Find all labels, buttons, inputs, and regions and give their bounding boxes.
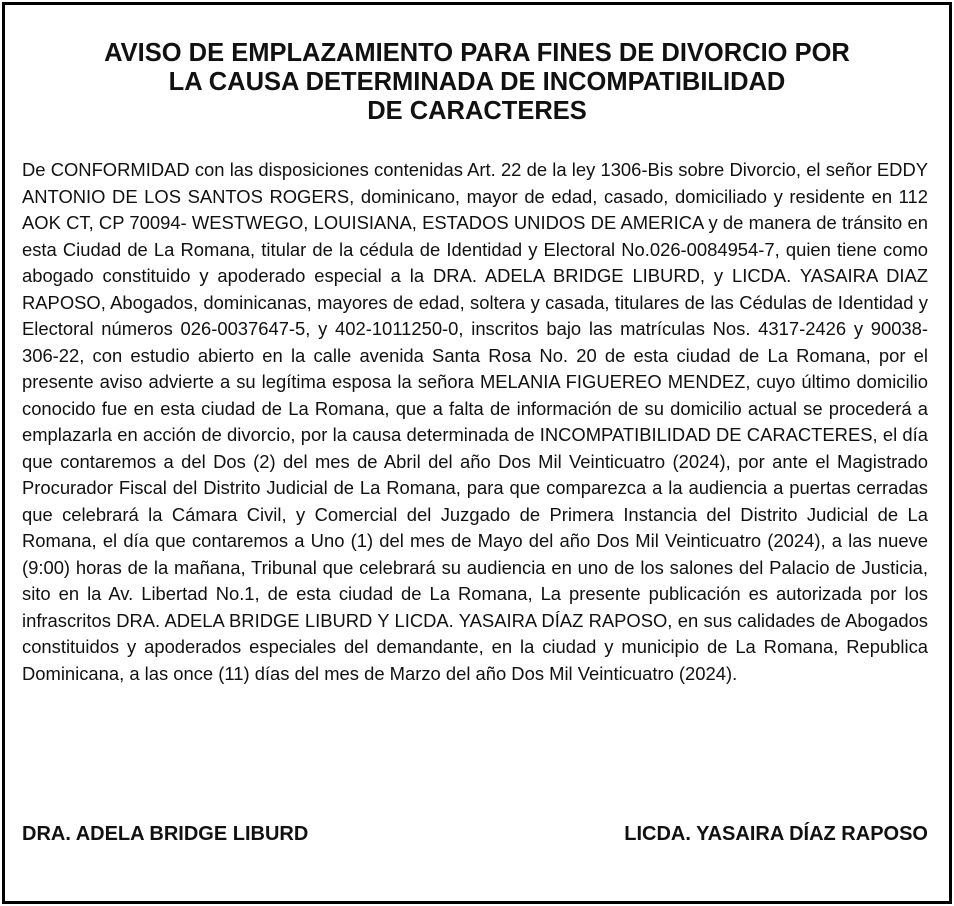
notice-title [5, 39, 949, 126]
notice-frame [2, 2, 952, 904]
signature-right: LICDA. YASAIRA DÍAZ RAPOSO [624, 823, 928, 845]
notice-body: De CONFORMIDAD con las disposiciones contenidas Art. 22 de la ley 1306-Bis sobre Divorcio, el señor EDDY ANTONIO DE LOS SANTOS ROGERS, dominicano, mayor de edad, casado, domiciliado y residente en 112 AOK CT, CP 70094- WESTWEGO, LOUISIANA, ESTADOS UNIDOS DE AMERICA y de manera de tránsito en esta Ciudad de La Romana, titular de la cédula de Identidad y Electoral No.026-0084954-7, quien tiene como abogado constituido y apoderado especial a la DRA. ADELA BRIDGE LIBURD, y LICDA. YASAIRA DIAZ RAPOSO, Abogados, dominicanas, mayores de edad, soltera y casada, titulares de las Cédulas de Identidad y Electoral números 026-0037647-5, y 402-1011250-0, inscritos bajo las matrículas Nos. 4317-2426 y 90038-306-22, con estudio abierto en la calle avenida Santa Rosa No. 20 de esta ciudad de La Romana, por el presente aviso advierte a su legítima esposa la señora MELANIA FIGUEREO MENDEZ, cuyo último domicilio conocido fue en esta ciudad de La Romana, que a falta de información de su domicilio actual se procederá a emplazarla en acción de divorcio, por la causa determinada de INCOMPATIBILIDAD DE CARACTERES, el día que contaremos a del Dos (2) del mes de Abril del año Dos Mil Veinticuatro (2024), por ante el Magistrado Procurador Fiscal del Distrito Judicial de La Romana, para que comparezca a la audiencia a puertas cerradas que celebrará la Cámara Civil, y Comercial del Juzgado de Primera Instancia del Distrito Judicial de La Romana, el día que contaremos a Uno (1) del mes de Mayo del año Dos Mil Veinticuatro (2024), a las nueve (9:00) horas de la mañana, Tribunal que celebrará su audiencia en uno de los salones del Palacio de Justicia, sito en la Av. Libertad No.1, de esta ciudad de La Romana, La presente publicación es autorizada por los infrascritos DRA. ADELA BRIDGE LIBURD Y LICDA. YASAIRA DÍAZ RAPOSO, en sus calidades de Abogados constituidos y apoderados especiales del demandante, en la ciudad y municipio de La Romana, Republica Dominicana, a las once (11) días del mes de Marzo del año Dos Mil Veinticuatro (2024). [22, 159, 928, 684]
title-line-2: LA CAUSA DETERMINADA DE INCOMPATIBILIDAD [168, 68, 786, 96]
signature-block [22, 821, 928, 847]
signature-left: DRA. ADELA BRIDGE LIBURD [22, 823, 309, 845]
title-line-1: AVISO DE EMPLAZAMIENTO PARA FINES DE DIVORCIO POR [104, 39, 850, 67]
title-line-3: DE CARACTERES [367, 97, 587, 125]
